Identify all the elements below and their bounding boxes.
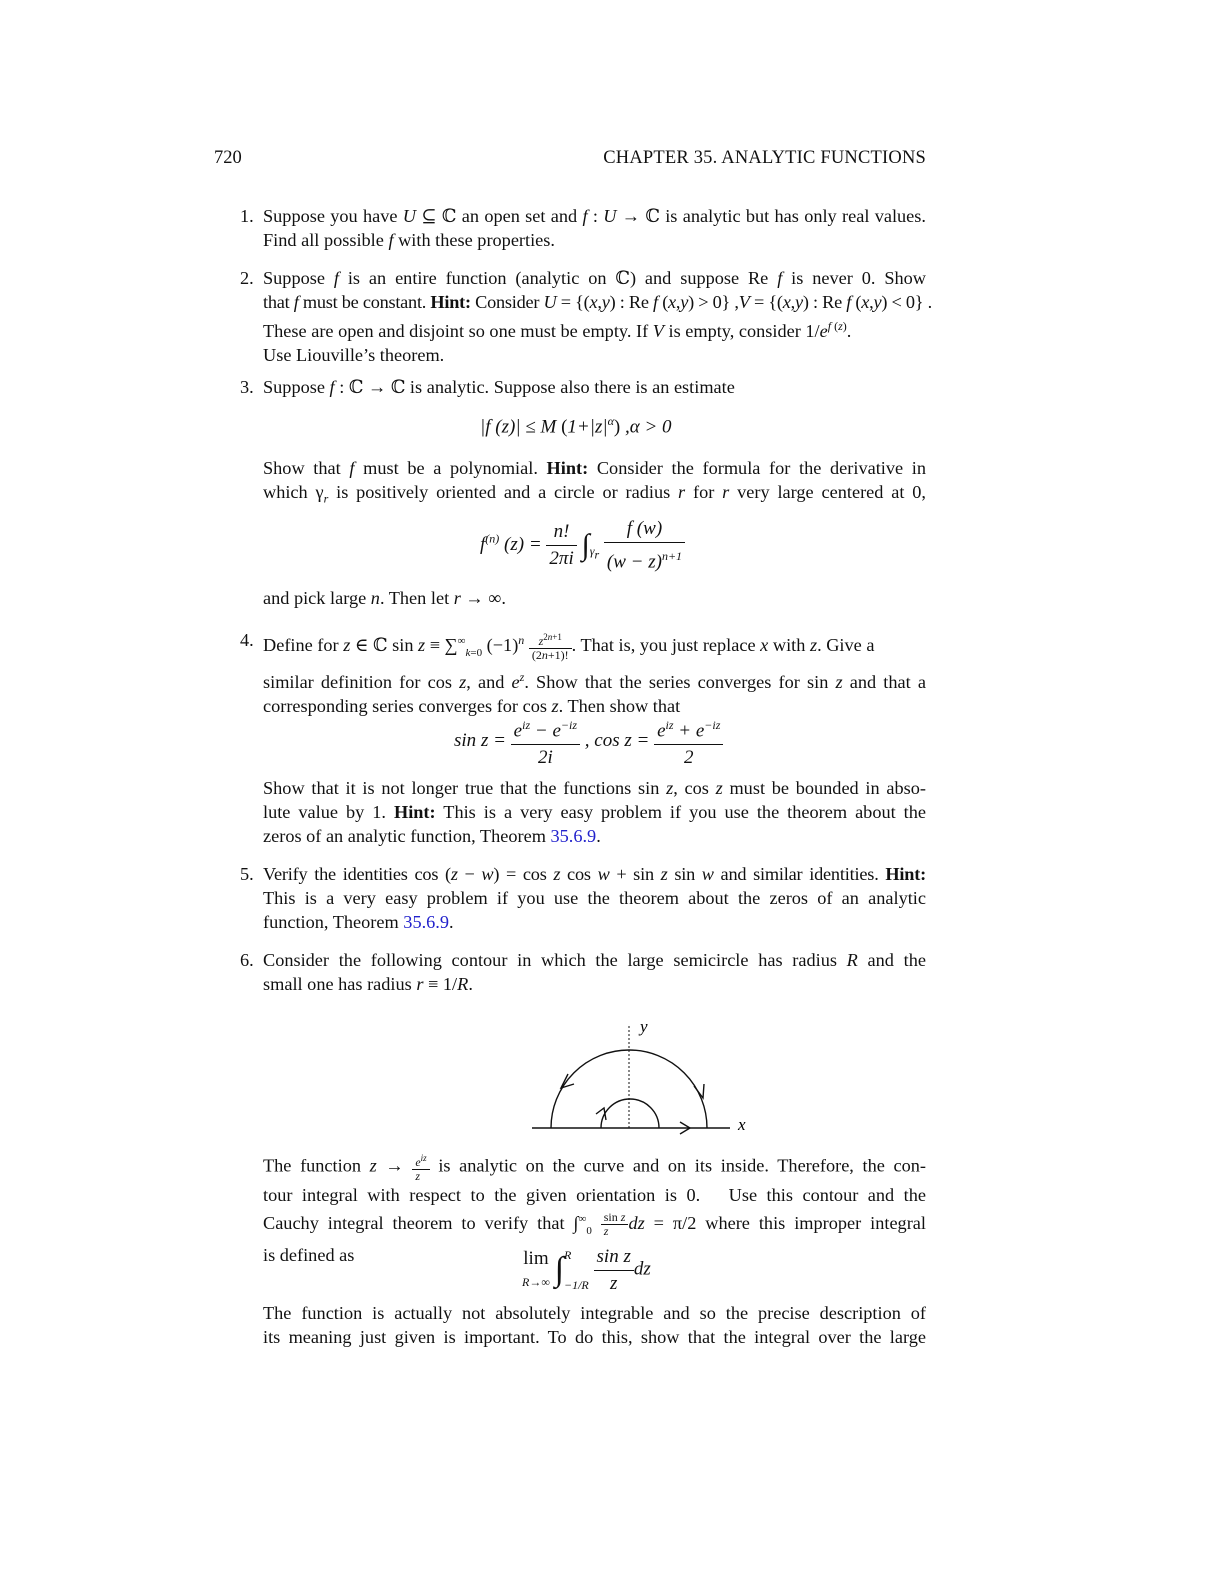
exercise-1 <box>240 204 926 252</box>
exercise-3-continued <box>240 456 926 511</box>
theorem-link[interactable]: 35.6.9 <box>550 826 597 846</box>
exercise-text: Suppose you have U ⊆ ℂ an open set and f : U → ℂ is analytic but has only real values. Find all possible f with these properties. <box>263 206 926 250</box>
small-semicircle <box>601 1099 659 1128</box>
equation-estimate: |f (z)| ≤ M $(1+|z|^\alpha) ,\alpha > 0$ <box>480 414 672 438</box>
running-header: CHAPTER 35. ANALYTIC FUNCTIONS <box>603 148 926 168</box>
x-axis-label: x <box>738 1115 746 1134</box>
equation-improper-integral: lim R→∞ ∫ R −1/R $\frac{\text{sin z}}{z}$ dz <box>522 1245 651 1294</box>
y-axis-label: y <box>640 1017 648 1036</box>
large-semicircle <box>551 1050 707 1128</box>
exercise-number: 4. <box>240 630 254 650</box>
exercise-4-continued <box>240 776 926 848</box>
arrow-small <box>596 1108 606 1120</box>
exercise-5 <box>240 862 926 934</box>
hint-label: Hint: <box>393 802 436 822</box>
exercise-3 <box>240 375 926 399</box>
exercise-text: Suppose f is an entire function (analytic on ℂ) and suppose Re f is never 0. Show that f must be constant. Hint: Consider U = {(x,y) : Re f (x,y) > 0} ,V = {(x,y) : Re f (x,y) < 0} . These are open and disjoint so one must be empty. If V is empty, consider $1/e^{f (z)}$. Use Liouville’s theorem. <box>263 268 932 366</box>
hint-label: Hint: <box>546 458 589 478</box>
hint-label: Hint: <box>430 292 471 312</box>
contour-diagram <box>528 1012 758 1142</box>
hint-label: Hint: <box>885 864 926 884</box>
exercise-text: Verify the identities cos (z − w) = cos z cos w + sin z sin w and similar identities. Hint: This is a very easy problem if you use the theorem about the zeros of an analytic function, Theorem 35.6.9. <box>263 864 926 932</box>
exercise-text: Suppose f : ℂ → ℂ is analytic. Suppose also there is an estimate <box>263 377 735 397</box>
exercise-number: 2. <box>240 268 254 288</box>
theorem-link[interactable]: 35.6.9 <box>403 912 449 932</box>
exercise-3-tail <box>240 586 926 610</box>
exercise-number: 6. <box>240 950 254 970</box>
exercise-4 <box>240 628 926 718</box>
exercise-number: 5. <box>240 864 254 884</box>
exercise-text: The function is actually not absolutely integrable and so the precise description of its meaning just given is important. To do this, show that the integral over the large <box>263 1303 926 1347</box>
exercise-text: Show that f must be a polynomial. Hint: Consider the formula for the derivative in which $\gamma_r$ is positively oriented and a circle or radius r for r very large centered at 0, <box>263 458 926 506</box>
exercise-text: Consider the following contour in which the large semicircle has radius R and the small one has radius r ≡ 1/R. <box>263 950 926 994</box>
exercise-2 <box>240 266 932 367</box>
exercise-text: Show that it is not longer true that the functions sin z, cos z must be bounded in abso- lute value by 1. Hint: This is a very easy problem if you use the theorem about the zeros of an analytic function, Theorem 35.6.9. <box>263 778 927 846</box>
exercise-6 <box>240 948 926 996</box>
exercise-6-tail <box>240 1301 926 1349</box>
exercise-number: 1. <box>240 206 254 226</box>
exercise-text: Define for z ∈ ℂ $\sin z \equiv \sum^\infty_{k=0}$ $(-1)^n$ $\frac{z^{2n+1}}{(2n+1)!}$ . That is, you just replace x with z. Give a similar definition for cos z, and $e^z$. Show that the series converges for sin z and that a corresponding series converges for cos z. Then show that <box>263 632 926 716</box>
equation-euler-sin-cos: sin z = $\frac{e^{iz} - e^{-iz}}{2i}$ , cos z = $\frac{e^{iz} + e^{-iz}}{2}$ <box>454 712 723 771</box>
exercise-text: The function z → $\frac{e^{iz}}{z}$ is analytic on the curve and on its inside. Therefore, the con- tour integral with respect to the given orientation is 0. Use this contour and the Cauchy integral theorem to verify that $\int^\infty_0$ $\frac{\text{sin z}}{z}$ dz = π/2 where this improper integral is defined as <box>263 1153 926 1265</box>
equation-cauchy-derivative: $f^{(n)}$ (z) = $\frac{n!}{2\pi i}$ $\int_{\gamma_r}$ $\frac{f (w)}{(w - z)^{n+1}}$ <box>480 516 685 575</box>
exercise-number: 3. <box>240 377 254 397</box>
exercise-text: and pick large n. Then let r → ∞. <box>263 588 506 608</box>
page-number: 720 <box>214 148 242 168</box>
